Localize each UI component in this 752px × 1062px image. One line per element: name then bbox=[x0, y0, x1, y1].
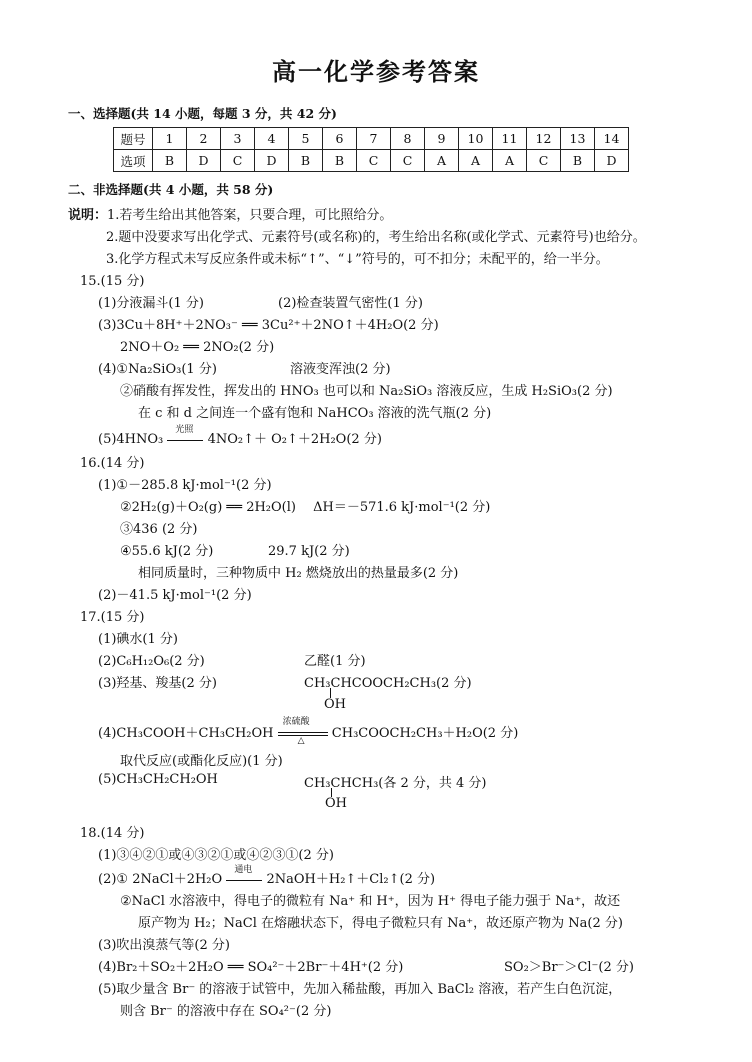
condition-electrolysis: 通电 bbox=[234, 864, 253, 875]
q17-line-3a: (3)羟基、羧基(2 分) bbox=[98, 676, 217, 691]
answer-cell: C bbox=[357, 150, 391, 172]
q17-line-6c: OH bbox=[325, 796, 347, 811]
q15-line-7 bbox=[98, 424, 382, 450]
q17-line-6a: (5)CH₃CH₂CH₂OH bbox=[98, 772, 218, 787]
note-line-1 bbox=[68, 204, 392, 223]
answer-table bbox=[113, 127, 629, 172]
question-number: 13 bbox=[561, 128, 595, 150]
q16-line-5: 相同质量时，三种物质中 H₂ 燃烧放出的热量最多(2 分) bbox=[138, 566, 459, 581]
row-label-number: 题号 bbox=[114, 128, 153, 150]
q15-line-4b: 溶液变浑浊(2 分) bbox=[290, 362, 391, 377]
q18-l2-pre: (2)① 2NaCl＋2H₂O bbox=[98, 872, 223, 887]
reaction-condition-arrow bbox=[226, 864, 262, 890]
q15-head: 15.(15 分) bbox=[80, 274, 145, 289]
note-line-3: 3.化学方程式未写反应条件或未标“↑”、“↓”符号的，可不扣分；未配平的，给一半分。 bbox=[106, 252, 609, 267]
question-number: 7 bbox=[357, 128, 391, 150]
question-number: 9 bbox=[425, 128, 459, 150]
reaction-reversible-arrow bbox=[278, 716, 328, 746]
q18-line-8: 则含 Br⁻ 的溶液中存在 SO₄²⁻(2 分) bbox=[120, 1004, 332, 1019]
condition-light: 光照 bbox=[175, 424, 194, 435]
answer-cell: C bbox=[221, 150, 255, 172]
q18-line-5: (3)吹出溴蒸气等(2 分) bbox=[98, 938, 230, 953]
q17-l4-post: CH₃COOCH₂CH₃＋H₂O(2 分) bbox=[331, 726, 519, 741]
q15-line-4a: (4)①Na₂SiO₃(1 分) bbox=[98, 362, 217, 377]
answer-cell: B bbox=[323, 150, 357, 172]
answer-table-number-row bbox=[114, 128, 629, 150]
answer-cell: B bbox=[153, 150, 187, 172]
q17-line-5: 取代反应(或酯化反应)(1 分) bbox=[120, 754, 283, 769]
section2-heading: 二、非选择题(共 4 小题，共 58 分) bbox=[68, 182, 274, 197]
arrow-forward-icon bbox=[278, 732, 328, 733]
reaction-condition-arrow bbox=[167, 424, 203, 450]
question-number: 3 bbox=[221, 128, 255, 150]
answer-cell: A bbox=[459, 150, 493, 172]
q15-l7-pre: (5)4HNO₃ bbox=[98, 432, 164, 447]
q18-l2-post: 2NaOH＋H₂↑＋Cl₂↑(2 分) bbox=[266, 872, 436, 887]
answer-cell: C bbox=[391, 150, 425, 172]
q15-line-2: (3)3Cu＋8H⁺＋2NO₃⁻ ══ 3Cu²⁺＋2NO↑＋4H₂O(2 分) bbox=[98, 318, 439, 333]
q15-line-1a: (1)分液漏斗(1 分) bbox=[98, 296, 204, 311]
note-line-2: 2.题中没要求写出化学式、元素符号(或名称)的，考生给出名称(或化学式、元素符号)也给分。 bbox=[106, 230, 646, 245]
question-number: 5 bbox=[289, 128, 323, 150]
q15-line-1b: (2)检查装置气密性(1 分) bbox=[278, 296, 423, 311]
q15-line-3: 2NO＋O₂ ══ 2NO₂(2 分) bbox=[120, 340, 275, 355]
q17-line-3b: CH₃CHCOOCH₂CH₃(2 分) bbox=[304, 676, 472, 691]
q18-head: 18.(14 分) bbox=[80, 826, 145, 841]
answer-cell: C bbox=[527, 150, 561, 172]
answer-cell: A bbox=[493, 150, 527, 172]
answer-table-answer-row bbox=[114, 150, 629, 172]
question-number: 2 bbox=[187, 128, 221, 150]
q16-head: 16.(14 分) bbox=[80, 456, 145, 471]
q17-line-4 bbox=[98, 716, 519, 746]
answer-cell: B bbox=[289, 150, 323, 172]
note-label: 说明： bbox=[68, 208, 108, 223]
q17-l4-pre: (4)CH₃COOH＋CH₃CH₂OH bbox=[98, 726, 274, 741]
q18-line-2 bbox=[98, 864, 436, 890]
q18-line-4: 原产物为 H₂；NaCl 在熔融状态下，得电子微粒只有 Na⁺，故还原产物为 Na(2 分) bbox=[138, 916, 623, 931]
answer-cell: D bbox=[255, 150, 289, 172]
question-number: 10 bbox=[459, 128, 493, 150]
question-number: 4 bbox=[255, 128, 289, 150]
question-number: 14 bbox=[595, 128, 629, 150]
q16-line-6: (2)－41.5 kJ·mol⁻¹(2 分) bbox=[98, 588, 252, 603]
q18-line-3: ②NaCl 水溶液中，得电子的微粒有 Na⁺ 和 H⁺，因为 H⁺ 得电子能力强于 Na⁺，故还 bbox=[120, 894, 621, 909]
q17-line-6b: CH₃CHCH₃(各 2 分，共 4 分) bbox=[304, 776, 487, 791]
row-label-answer: 选项 bbox=[114, 150, 153, 172]
condition-catalyst: 浓硫酸 bbox=[282, 716, 310, 727]
answer-cell: A bbox=[425, 150, 459, 172]
q17-line-3c: OH bbox=[324, 697, 346, 712]
question-number: 8 bbox=[391, 128, 425, 150]
q16-line-4b: 29.7 kJ(2 分) bbox=[268, 544, 350, 559]
answer-cell: B bbox=[561, 150, 595, 172]
answer-cell: D bbox=[187, 150, 221, 172]
page-title: 高一化学参考答案 bbox=[272, 57, 480, 86]
q18-line-7: (5)取少量含 Br⁻ 的溶液于试管中，先加入稀盐酸，再加入 BaCl₂ 溶液，若产生白色沉淀， bbox=[98, 982, 622, 997]
question-number: 11 bbox=[493, 128, 527, 150]
answer-cell: D bbox=[595, 150, 629, 172]
q17-line-2b: 乙醛(1 分) bbox=[304, 654, 366, 669]
q17-line-2a: (2)C₆H₁₂O₆(2 分) bbox=[98, 654, 205, 669]
q17-head: 17.(15 分) bbox=[80, 610, 145, 625]
equals-bar-icon bbox=[226, 880, 262, 881]
q15-line-5: ②硝酸有挥发性，挥发出的 HNO₃ 也可以和 Na₂SiO₃ 溶液反应，生成 H₂SiO₃(2 分) bbox=[120, 384, 613, 399]
note-text: 1.若考生给出其他答案，只要合理，可比照给分。 bbox=[107, 208, 393, 223]
question-number: 12 bbox=[527, 128, 561, 150]
q15-l7-post: 4NO₂↑＋ O₂↑＋2H₂O(2 分) bbox=[207, 432, 382, 447]
q15-line-6: 在 c 和 d 之间连一个盛有饱和 NaHCO₃ 溶液的洗气瓶(2 分) bbox=[138, 406, 492, 421]
q17-line-1: (1)碘水(1 分) bbox=[98, 632, 178, 647]
condition-heat: △ bbox=[297, 735, 305, 746]
q18-line-6a: (4)Br₂＋SO₂＋2H₂O ══ SO₄²⁻＋2Br⁻＋4H⁺(2 分) bbox=[98, 960, 404, 975]
equals-bar-icon bbox=[167, 440, 203, 441]
section1-heading: 一、选择题(共 14 小题，每题 3 分，共 42 分) bbox=[68, 106, 337, 121]
question-number: 1 bbox=[153, 128, 187, 150]
q18-line-6b: SO₂＞Br⁻＞Cl⁻(2 分) bbox=[504, 960, 634, 975]
q18-line-1: (1)③④②①或④③②①或④②③①(2 分) bbox=[98, 848, 334, 863]
q16-line-2: ②2H₂(g)＋O₂(g) ══ 2H₂O(l) ΔH＝－571.6 kJ·mol⁻¹(2 分) bbox=[120, 500, 491, 515]
question-number: 6 bbox=[323, 128, 357, 150]
q16-line-3: ③436 (2 分) bbox=[120, 522, 198, 537]
q16-line-1: (1)①－285.8 kJ·mol⁻¹(2 分) bbox=[98, 478, 272, 493]
q16-line-4a: ④55.6 kJ(2 分) bbox=[120, 544, 214, 559]
